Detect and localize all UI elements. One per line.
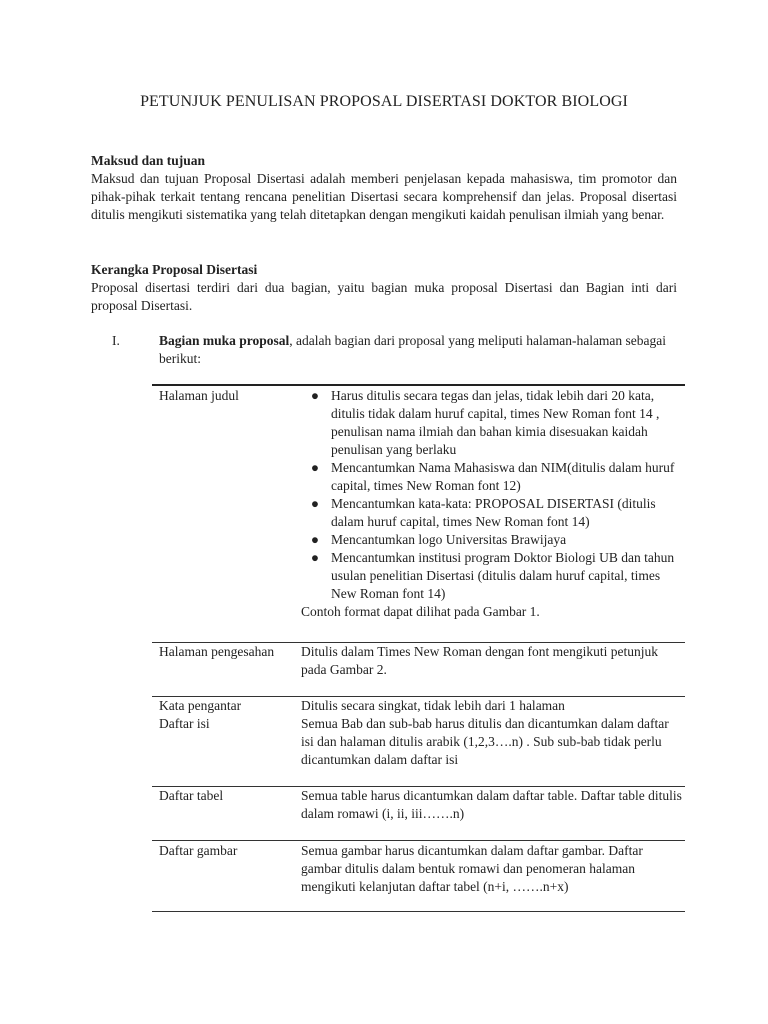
table-bottom-rule xyxy=(152,911,685,912)
bullet-list xyxy=(301,387,683,603)
list-item: ● Mencantumkan Nama Mahasiswa dan NIM(ditulis dalam huruf capital, times New Roman font 12) xyxy=(310,460,675,493)
item-bagian-muka xyxy=(159,332,677,368)
row-content xyxy=(301,697,683,769)
row-content: Semua table harus dicantumkan dalam daftar table. Daftar table ditulis dalam romawi (i, ii, iii…….n) xyxy=(301,788,682,821)
table-divider xyxy=(152,840,685,841)
row-label: Daftar tabel xyxy=(159,788,224,803)
bullet-icon: ● xyxy=(310,550,320,565)
row-note: Contoh format dapat dilihat pada Gambar 1. xyxy=(301,604,540,619)
table-top-rule xyxy=(152,384,685,386)
bullet-icon: ● xyxy=(310,496,320,511)
item-description: , adalah bagian dari proposal yang meliputi halaman-halaman sebagai berikut: xyxy=(159,333,667,366)
row-content: Semua gambar harus dicantumkan dalam daftar gambar. Daftar gambar ditulis dalam bentuk romawi dan penomeran halaman mengikuti kelanjutan daftar tabel (n+i, …….n+x) xyxy=(301,843,643,894)
document-title: PETUNJUK PENULISAN PROPOSAL DISERTASI DOKTOR BIOLOGI xyxy=(140,93,628,110)
bullet-icon: ● xyxy=(310,388,320,403)
row-label: Daftar gambar xyxy=(159,843,238,858)
row-content: Ditulis dalam Times New Roman dengan font mengikuti petunjuk pada Gambar 2. xyxy=(301,644,658,677)
item-bold-term: Bagian muka proposal xyxy=(159,333,290,348)
section-body-maksud: Maksud dan tujuan Proposal Disertasi adalah memberi penjelasan kepada mahasiswa, tim promotor dan pihak-pihak terkait tentang rencana penelitian Disertasi secara komprehensif dan jelas. Proposal disertasi ditulis mengikuti sistematika yang telah ditetapkan dengan mengikuti kaidah penulisan ilmiah yang benar. xyxy=(91,171,677,222)
list-item: ● Mencantumkan institusi program Doktor Biologi UB dan tahun usulan penelitian Disertasi (ditulis dalam huruf capital, times New Roman font 14) xyxy=(310,550,675,601)
row-label xyxy=(159,697,299,733)
list-item: ● Mencantumkan logo Universitas Brawijaya xyxy=(310,532,567,547)
row-label-secondary: Daftar isi xyxy=(159,716,210,731)
section-heading-kerangka: Kerangka Proposal Disertasi xyxy=(91,262,258,277)
section-maksud xyxy=(91,152,677,224)
item-numeral: I. xyxy=(112,333,120,348)
row-label-primary: Kata pengantar xyxy=(159,698,242,713)
row-text-secondary: Semua Bab dan sub-bab harus ditulis dan dicantumkan dalam daftar isi dan halaman ditulis arabik (1,2,3….n) . Sub sub-bab tidak perlu dicantumkan dalam daftar isi xyxy=(301,716,669,767)
section-heading-maksud: Maksud dan tujuan xyxy=(91,153,206,168)
bullet-icon: ● xyxy=(310,532,320,547)
list-item: ● Harus ditulis secara tegas dan jelas, tidak lebih dari 20 kata, ditulis tidak dalam huruf capital, times New Roman font 14 , penulisan nama ilmiah dan bahan kimia disesuakan kaidah penulisan yang berlaku xyxy=(310,388,660,457)
list-item: ● Mencantumkan kata-kata: PROPOSAL DISERTASI (ditulis dalam huruf capital, times New Roman font 14) xyxy=(310,496,656,529)
row-label: Halaman pengesahan xyxy=(159,644,275,659)
row-content xyxy=(301,387,683,621)
bullet-icon: ● xyxy=(310,460,320,475)
section-body-kerangka: Proposal disertasi terdiri dari dua bagian, yaitu bagian muka proposal Disertasi dan Bagian inti dari proposal Disertasi. xyxy=(91,280,677,313)
section-kerangka xyxy=(91,261,677,315)
row-text-primary: Ditulis secara singkat, tidak lebih dari 1 halaman xyxy=(301,698,565,713)
row-label: Halaman judul xyxy=(159,388,239,403)
